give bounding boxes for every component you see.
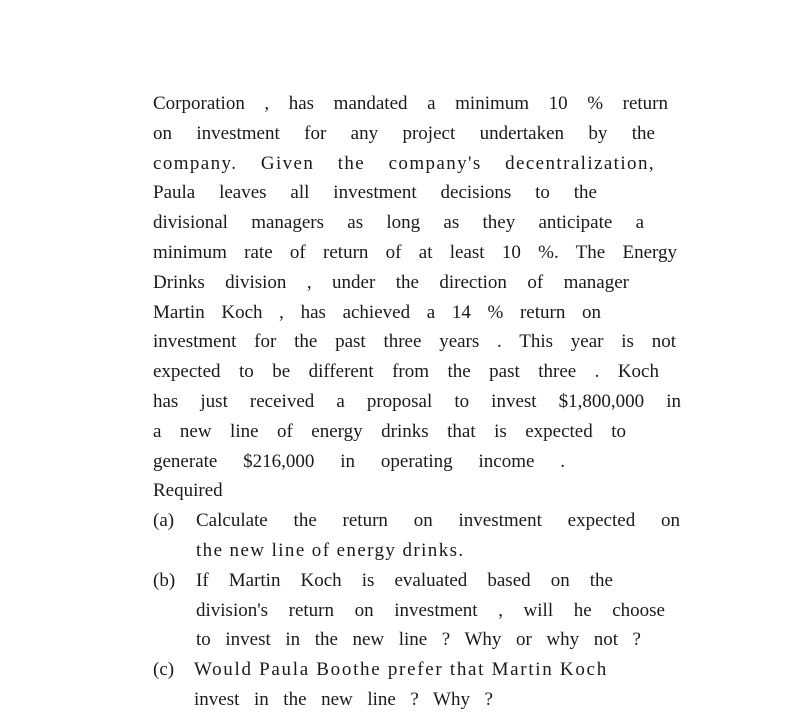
question-label: (c)	[153, 659, 175, 681]
question-line: Would Paula Boothe prefer that Martin Koch	[194, 659, 608, 681]
question-line: invest in the new line ? Why ?	[194, 688, 493, 710]
paragraph-line: a new line of energy drinks that is expected to	[153, 420, 626, 442]
problem-text	[153, 89, 693, 715]
paragraph-line: investment for the past three years . This year is not	[153, 331, 676, 353]
question-b-cont	[153, 625, 693, 655]
paragraph-line: Corporation , has mandated a minimum 10 % return	[153, 93, 668, 114]
paragraph-line: company. Given the company's decentralization,	[153, 152, 655, 174]
required-heading: Required	[153, 480, 223, 502]
question-line: If Martin Koch is evaluated based on the	[196, 569, 613, 591]
paragraph-line: minimum rate of return of at least 10 %. The Energy	[153, 241, 677, 263]
question-b	[153, 566, 693, 596]
paragraph-line: Drinks division , under the direction of manager	[153, 271, 629, 293]
paragraph-line: on investment for any project undertaken by the	[153, 122, 655, 144]
paragraph-line: Martin Koch , has achieved a 14 % return on	[153, 301, 601, 323]
paragraph-line: Paula leaves all investment decisions to the	[153, 182, 597, 204]
question-line: the new line of energy drinks.	[196, 539, 465, 561]
question-label: (a)	[153, 510, 175, 532]
question-a-cont	[153, 536, 693, 566]
paragraph-line: expected to be different from the past three . Koch	[153, 361, 659, 383]
question-c-cont	[153, 685, 693, 715]
paragraph-line: generate $216,000 in operating income .	[153, 450, 565, 472]
question-b-cont	[153, 596, 693, 626]
paragraph-line: has just received a proposal to invest $1,800,000 in	[153, 390, 681, 412]
question-line: to invest in the new line ? Why or why not ?	[196, 629, 641, 651]
question-a	[153, 506, 693, 536]
question-line: Calculate the return on investment expected on	[196, 510, 680, 532]
question-c	[153, 655, 693, 685]
question-line: division's return on investment , will he choose	[196, 599, 665, 621]
question-label: (b)	[153, 569, 176, 591]
paragraph-line: divisional managers as long as they anticipate a	[153, 212, 644, 234]
